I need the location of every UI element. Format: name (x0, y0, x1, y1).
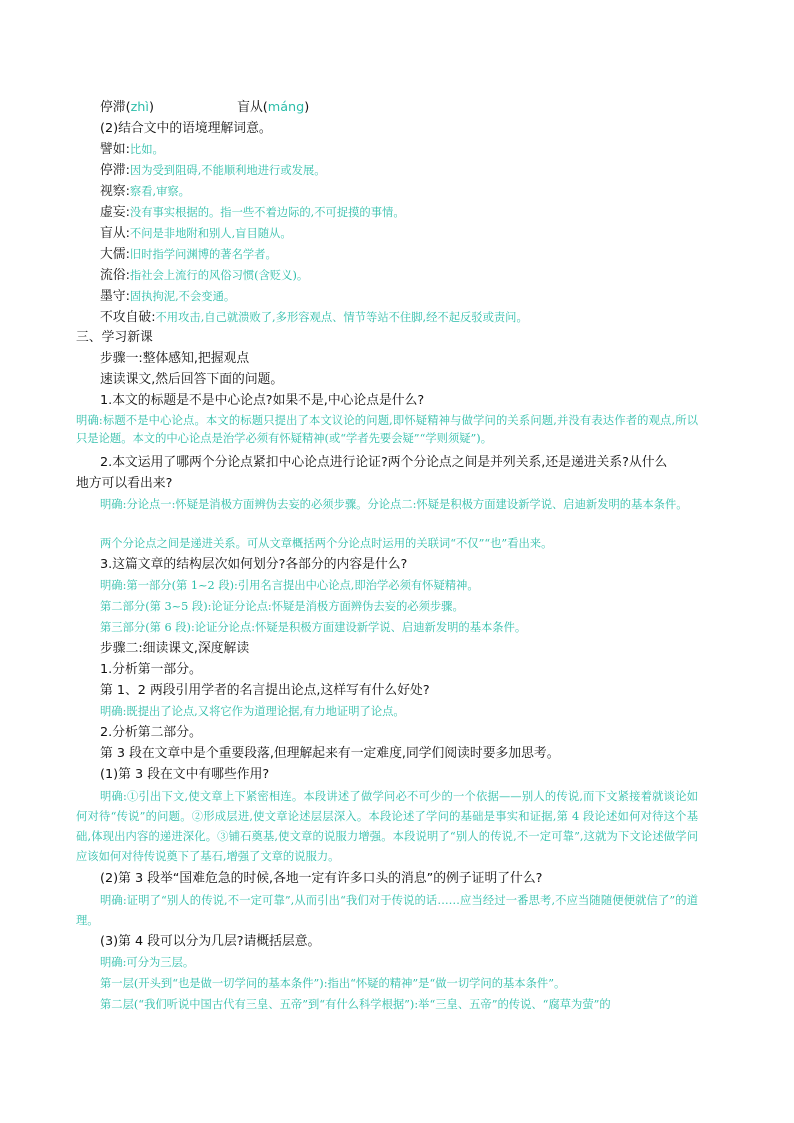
question: (2)第 3 段举“国难危急的时候,各地一定有许多口头的消息”的例子证明了什么? (100, 871, 543, 886)
vocab-definition: 不用攻击,自己就溃败了,多形容观点、情节等站不住脚,经不起反驳或责问。 (155, 311, 528, 324)
question: 地方可以看出来? (76, 476, 173, 491)
vocab-item (100, 309, 528, 327)
vocab-definition: 指社会上流行的风俗习惯(含贬义)。 (129, 269, 309, 282)
answer: 两个分论点之间是递进关系。可从文章概括两个分论点时运用的关联词“不仅”“也”看出来。 (100, 537, 553, 550)
pinyin-answer: zhì (130, 100, 149, 115)
vocab-item (100, 183, 190, 201)
instruction: 速读课文,然后回答下面的问题。 (100, 372, 284, 387)
vocab-term: 譬如: (100, 142, 130, 157)
vocab-definition: 旧时指学问渊博的著名学者。 (129, 248, 277, 261)
subheading: 2.分析第二部分。 (100, 725, 202, 740)
vocab-item (100, 288, 235, 306)
vocab-term: 盲从: (100, 226, 130, 241)
question: 第 1、2 两段引用学者的名言提出论点,这样写有什么好处? (100, 683, 430, 698)
vocab-term: 不攻自破: (100, 310, 156, 325)
vocab-term: 大儒: (100, 247, 130, 262)
vocab-item (100, 246, 277, 264)
vocab-item (100, 204, 405, 222)
vocab-term: 虚妄: (100, 205, 130, 220)
step-heading: 步骤一:整体感知,把握观点 (100, 351, 250, 366)
word-tingzhi: 停滞( (100, 100, 131, 115)
vocab-item (100, 225, 292, 243)
vocab-item (100, 267, 308, 285)
vocab-definition: 没有事实根据的。指一些不着边际的,不可捉摸的事情。 (129, 206, 405, 219)
paragraph: 第 3 段在文章中是个重要段落,但理解起来有一定难度,同学们阅读时要多加思考。 (100, 746, 560, 761)
vocab-term: 流俗: (100, 268, 130, 283)
pinyin-answer: máng (267, 100, 305, 115)
answer: 第一层(开头到“也是做一切学问的基本条件”):指出“怀疑的精神”是“做一切学问的基本条件”。 (100, 977, 566, 990)
step-heading: 步骤二:细读课文,深度解读 (100, 641, 250, 656)
vocab-definition: 察看,审察。 (129, 185, 190, 198)
vocab-definition: 比如。 (129, 143, 164, 156)
answer: 明确:标题不是中心论点。本文的标题只提出了本文议论的问题,即怀疑精神与做学问的关系问题,并没有表达作者的观点,所以只是论题。本文的中心论点是治学必须有怀疑精神(或“学者先要会疑”“学则须疑”)。 (76, 414, 698, 445)
answer: 明确:第一部分(第 1~2 段):引用名言提出中心论点,即治学必须有怀疑精神。 (100, 579, 479, 592)
section-heading: 三、学习新课 (76, 330, 153, 345)
answer: 明确:证明了“别人的传说,不一定可靠”,从而引出“我们对于传说的话……应当经过一番思考,不应当随随便便就信了”的道理。 (76, 894, 698, 927)
question: (1)第 3 段在文中有哪些作用? (100, 767, 270, 782)
vocab-term: 视察: (100, 184, 130, 199)
pinyin-line: 停滞(zhì) 盲从(máng) (100, 100, 310, 115)
question: 2.本文运用了哪两个分论点紧扣中心论点进行论证?两个分论点之间是并列关系,还是递进关系?从什么 (100, 455, 668, 470)
question: 1.本文的标题是不是中心论点?如果不是,中心论点是什么? (100, 393, 425, 408)
vocab-term: 停滞: (100, 163, 130, 178)
answer: 明确:可分为三层。 (100, 956, 195, 969)
subheading: 1.分析第一部分。 (100, 662, 202, 677)
question: (3)第 4 段可以分为几层?请概括层意。 (100, 934, 321, 949)
vocab-definition: 不问是非地附和别人,盲目随从。 (129, 227, 292, 240)
vocab-term: 墨守: (100, 289, 130, 304)
vocab-item (100, 141, 164, 159)
vocab-item (100, 162, 326, 180)
answer: 明确:既提出了论点,又将它作为道理论据,有力地证明了论点。 (100, 705, 405, 718)
answer: 第二层(“我们听说中国古代有三皇、五帝”到“有什么科学根据”):举“三皇、五帝”的传说、“腐草为萤”的 (100, 998, 611, 1011)
vocab-definition: 因为受到阻碍,不能顺利地进行或发展。 (129, 164, 326, 177)
question: 3.这篇文章的结构层次如何划分?各部分的内容是什么? (100, 557, 408, 572)
answer: 明确:分论点一:怀疑是消极方面辨伪去妄的必须步骤。分论点二:怀疑是积极方面建设新学说、启迪新发明的基本条件。 (100, 498, 688, 511)
question: (2)结合文中的语境理解词意。 (100, 121, 272, 136)
word-mangcong: 盲从( (237, 100, 268, 115)
vocab-definition: 固执拘泥,不会变通。 (129, 290, 236, 303)
answer: 第三部分(第 6 段):论证分论点:怀疑是积极方面建设新学说、启迪新发明的基本条件。 (100, 621, 527, 634)
answer: 第二部分(第 3~5 段):论证分论点:怀疑是消极方面辨伪去妄的必须步骤。 (100, 600, 464, 613)
answer: 明确:①引出下文,使文章上下紧密相连。本段讲述了做学问必不可少的一个依据——别人的传说,而下文紧接着就谈论如何对待“传说”的问题。②形成层进,使文章论述层层深入。本段论述了学问的基础是事实和证据,第 4 段论述如何对待这个基础,体现出内容的递进深化。③铺石奠基,使文章的说服力增强。本段说明了“别人的传说,不一定可靠”,这就为下文论述做学问应该如何对待传说奠下了基石,增强了文章的说服力。 (76, 790, 698, 863)
